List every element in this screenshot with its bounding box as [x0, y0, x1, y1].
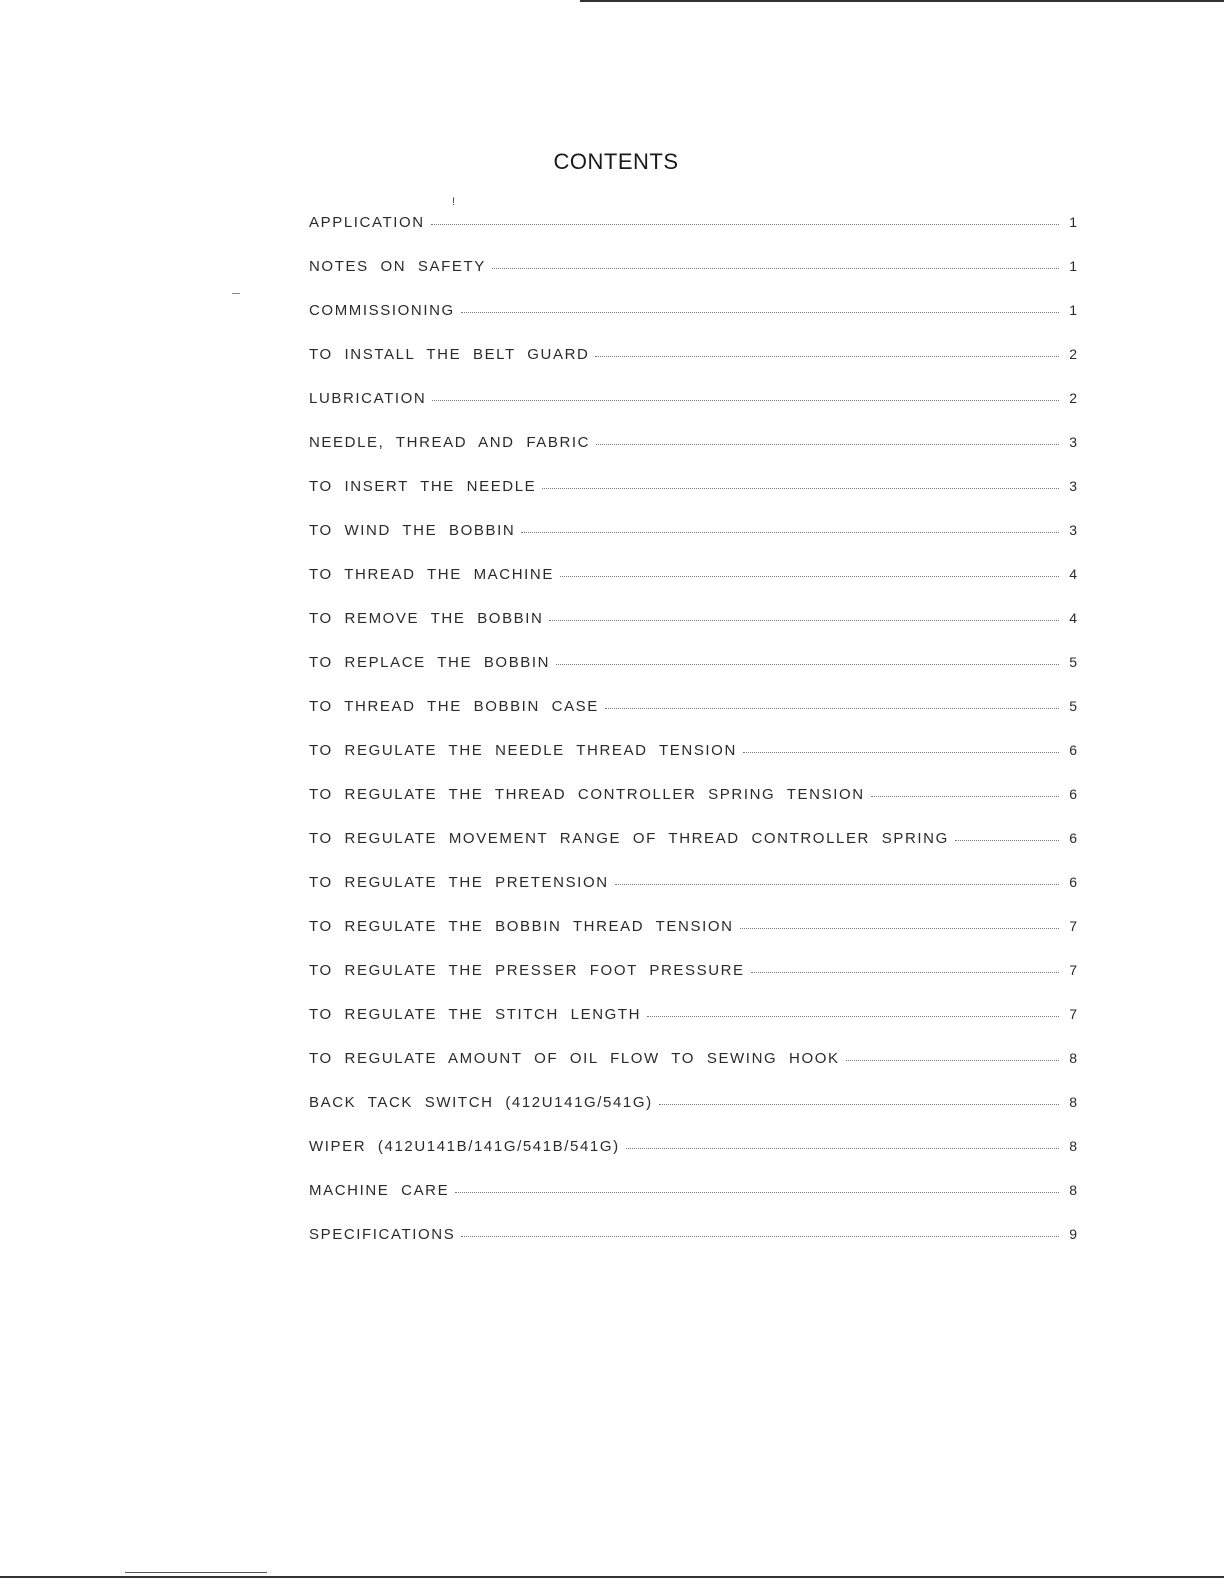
toc-entry[interactable]: [309, 654, 1077, 698]
toc-dot-leader: [492, 267, 1059, 269]
toc-dot-leader: [542, 487, 1059, 489]
toc-entry-page-number: 1: [1069, 258, 1077, 274]
toc-entry-page-number: 1: [1069, 214, 1077, 230]
toc-entry[interactable]: [309, 1006, 1077, 1050]
toc-entry[interactable]: [309, 214, 1077, 258]
toc-entry[interactable]: [309, 478, 1077, 522]
toc-entry-page-number: 8: [1069, 1182, 1077, 1198]
toc-entry[interactable]: [309, 962, 1077, 1006]
toc-entry-label: TO REGULATE THE PRETENSION: [309, 874, 609, 891]
toc-entry[interactable]: [309, 830, 1077, 874]
toc-entry-page-number: 7: [1069, 962, 1077, 978]
toc-entry-label: TO REGULATE THE STITCH LENGTH: [309, 1006, 642, 1023]
toc-entry[interactable]: [309, 918, 1077, 962]
toc-entry-page-number: 6: [1069, 830, 1077, 846]
toc-entry[interactable]: [309, 1182, 1077, 1226]
toc-entry-page-number: 6: [1069, 742, 1077, 758]
toc-entry-page-number: 8: [1069, 1094, 1077, 1110]
toc-entry[interactable]: [309, 390, 1077, 434]
toc-entry-label: NEEDLE, THREAD AND FABRIC: [309, 434, 591, 451]
table-of-contents: [309, 214, 1077, 1270]
toc-dot-leader: [659, 1103, 1059, 1105]
toc-entry-page-number: 6: [1069, 874, 1077, 890]
toc-entry[interactable]: [309, 610, 1077, 654]
toc-entry[interactable]: [309, 346, 1077, 390]
toc-dot-leader: [595, 355, 1059, 357]
toc-entry-page-number: 1: [1069, 302, 1077, 318]
toc-dot-leader: [626, 1147, 1059, 1149]
toc-dot-leader: [461, 1235, 1059, 1237]
toc-dot-leader: [740, 927, 1059, 929]
toc-entry-page-number: 8: [1069, 1050, 1077, 1066]
toc-entry[interactable]: [309, 786, 1077, 830]
bottom-scan-rule: [0, 1576, 1224, 1578]
toc-entry-label: TO REGULATE AMOUNT OF OIL FLOW TO SEWING HOOK: [309, 1050, 840, 1067]
toc-entry[interactable]: [309, 434, 1077, 478]
toc-entry[interactable]: [309, 302, 1077, 346]
toc-entry-page-number: 3: [1069, 434, 1077, 450]
toc-entry[interactable]: [309, 742, 1077, 786]
toc-entry-page-number: 6: [1069, 786, 1077, 802]
toc-entry-page-number: 9: [1069, 1226, 1077, 1242]
toc-entry-label: MACHINE CARE: [309, 1182, 450, 1199]
toc-entry-page-number: 2: [1069, 346, 1077, 362]
stray-mark: !: [452, 196, 456, 208]
toc-entry-label: TO REGULATE THE THREAD CONTROLLER SPRING TENSION: [309, 786, 865, 803]
toc-entry-label: TO REGULATE THE BOBBIN THREAD TENSION: [309, 918, 734, 935]
toc-entry[interactable]: [309, 1138, 1077, 1182]
bottom-scan-rule-short: [125, 1572, 267, 1573]
toc-entry-page-number: 7: [1069, 918, 1077, 934]
toc-dot-leader: [846, 1059, 1059, 1061]
toc-entry-label: TO REGULATE THE PRESSER FOOT PRESSURE: [309, 962, 745, 979]
toc-entry-label: BACK TACK SWITCH (412U141G/541G): [309, 1094, 653, 1111]
toc-entry-label: TO REGULATE THE NEEDLE THREAD TENSION: [309, 742, 737, 759]
toc-dot-leader: [556, 663, 1059, 665]
toc-entry-label: LUBRICATION: [309, 390, 427, 407]
toc-dot-leader: [751, 971, 1059, 973]
margin-tick-mark: [232, 293, 240, 294]
toc-dot-leader: [521, 531, 1059, 533]
toc-entry[interactable]: [309, 522, 1077, 566]
toc-dot-leader: [615, 883, 1059, 885]
page-title: CONTENTS: [553, 149, 679, 174]
toc-entry-label: TO THREAD THE MACHINE: [309, 566, 554, 583]
toc-entry-page-number: 5: [1069, 654, 1077, 670]
toc-entry[interactable]: [309, 1094, 1077, 1138]
toc-dot-leader: [432, 399, 1059, 401]
toc-entry-label: NOTES ON SAFETY: [309, 258, 486, 275]
toc-dot-leader: [596, 443, 1059, 445]
toc-entry-label: COMMISSIONING: [309, 302, 455, 319]
toc-dot-leader: [431, 223, 1059, 225]
toc-entry-page-number: 5: [1069, 698, 1077, 714]
toc-entry[interactable]: [309, 1050, 1077, 1094]
toc-entry-label: APPLICATION: [309, 214, 425, 231]
toc-entry-page-number: 7: [1069, 1006, 1077, 1022]
toc-dot-leader: [647, 1015, 1059, 1017]
toc-dot-leader: [549, 619, 1059, 621]
toc-entry-page-number: 8: [1069, 1138, 1077, 1154]
toc-entry-label: TO INSTALL THE BELT GUARD: [309, 346, 590, 363]
toc-dot-leader: [560, 575, 1059, 577]
toc-entry-label: WIPER (412U141B/141G/541B/541G): [309, 1138, 620, 1155]
toc-dot-leader: [461, 311, 1059, 313]
toc-entry-label: TO INSERT THE NEEDLE: [309, 478, 537, 495]
toc-dot-leader: [743, 751, 1059, 753]
toc-entry-label: TO THREAD THE BOBBIN CASE: [309, 698, 599, 715]
toc-entry-page-number: 2: [1069, 390, 1077, 406]
toc-dot-leader: [455, 1191, 1059, 1193]
top-scan-rule: [580, 0, 1224, 2]
toc-entry-page-number: 4: [1069, 566, 1077, 582]
toc-entry-label: TO REGULATE MOVEMENT RANGE OF THREAD CONTROLLER SPRING: [309, 830, 949, 847]
toc-entry-label: TO REPLACE THE BOBBIN: [309, 654, 551, 671]
toc-entry[interactable]: [309, 258, 1077, 302]
toc-dot-leader: [871, 795, 1059, 797]
toc-entry[interactable]: [309, 698, 1077, 742]
toc-entry-page-number: 4: [1069, 610, 1077, 626]
toc-dot-leader: [955, 839, 1059, 841]
toc-entry-page-number: 3: [1069, 478, 1077, 494]
toc-entry[interactable]: [309, 1226, 1077, 1270]
toc-entry-label: TO WIND THE BOBBIN: [309, 522, 516, 539]
toc-entry[interactable]: [309, 566, 1077, 610]
toc-entry-label: SPECIFICATIONS: [309, 1226, 456, 1243]
toc-dot-leader: [605, 707, 1059, 709]
toc-entry-label: TO REMOVE THE BOBBIN: [309, 610, 544, 627]
toc-entry[interactable]: [309, 874, 1077, 918]
toc-entry-page-number: 3: [1069, 522, 1077, 538]
